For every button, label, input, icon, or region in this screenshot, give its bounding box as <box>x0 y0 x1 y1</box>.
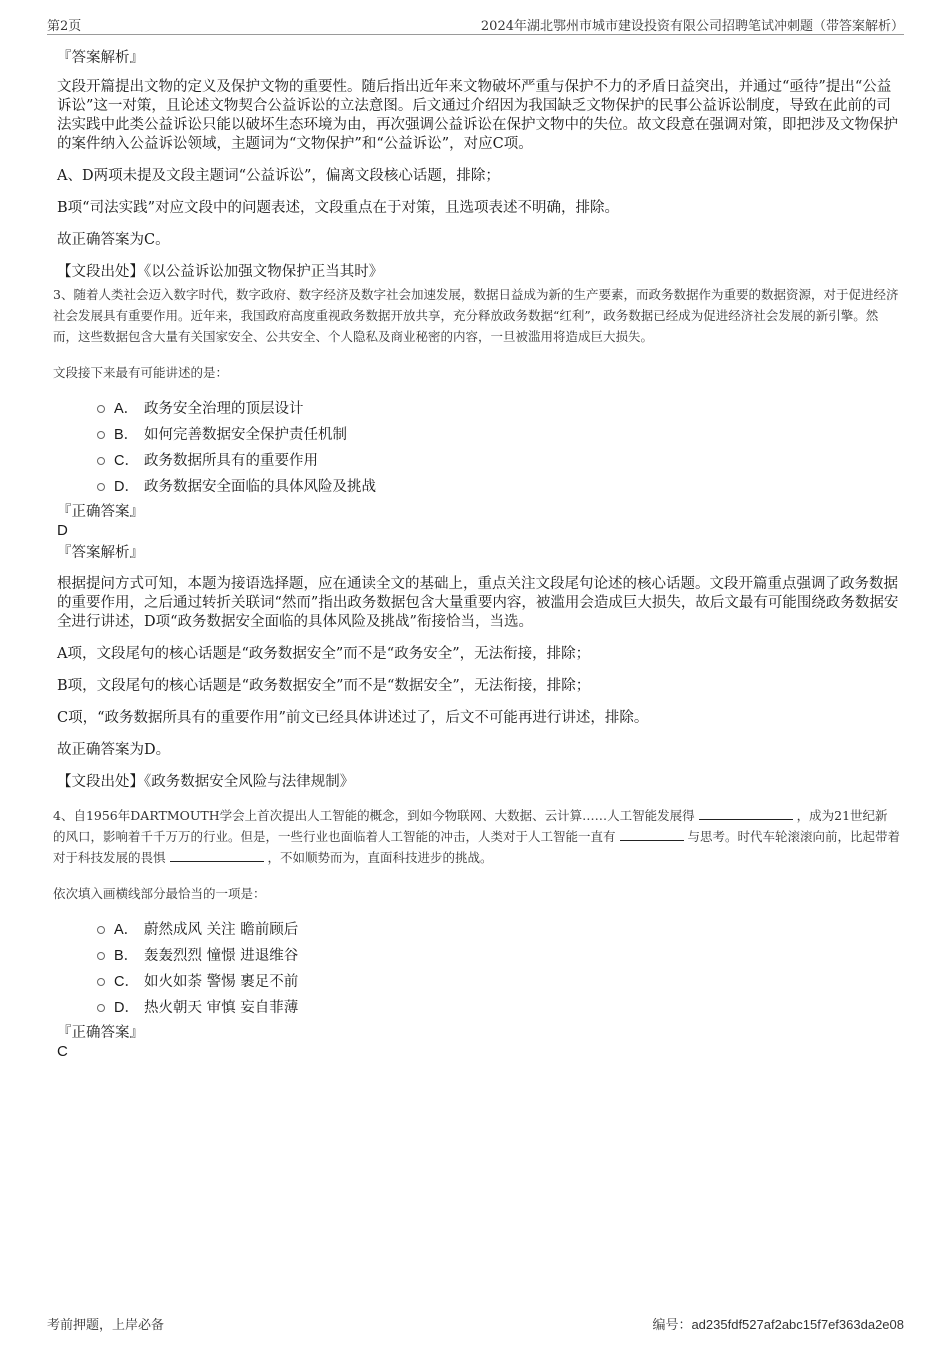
document-body <box>53 38 900 1061</box>
q3-analysis-label: 『答案解析』 <box>57 545 144 561</box>
q3-note-a: A项，文段尾句的核心话题是“政务数据安全”而不是“政务安全”，无法衔接，排除； <box>57 646 591 662</box>
q4-stem: 4、自1956年DARTMOUTH学会上首次提出人工智能的概念，到如今物联网、大数据、云计算……人工智能发展得 ，成为21世纪新的风口，影响着千千万万的行业。但是，一些行业也面临着人工智能的冲击，人类对于人工智能一直有 与思考。时代车轮滚滚向前，比起带着对于科技发展的畏惧 ，不如顺势而为，直面科技进步的挑战。 <box>53 808 900 865</box>
q3-source: 【文段出处】《政务数据安全风险与法律规制》 <box>57 774 355 790</box>
q4-option-d[interactable]: D． 热火朝天 审慎 妄自菲薄 <box>97 993 900 1019</box>
footer-slogan: 考前押题，上岸必备 <box>47 1318 165 1333</box>
radio-icon[interactable] <box>97 483 105 491</box>
radio-icon[interactable] <box>97 457 105 465</box>
fill-blank-3 <box>170 849 264 862</box>
q3-prompt: 文段接下来最有可能讲述的是： <box>53 365 229 380</box>
radio-icon[interactable] <box>97 405 105 413</box>
q3-stem: 3、随着人类社会迈入数字时代，数字政府、数字经济及数字社会加速发展，数据日益成为新的生产要素，而政务数据作为重要的数据资源，对于促进经济社会发展具有重要作用。近年来，我国政府高度重视政务数据开放共享，充分释放政务数据“红利”，政务数据已经成为促进经济社会发展的新引擎。然而，这些数据包含大量有关国家安全、公共安全、个人隐私及商业秘密的内容，一旦被滥用将造成巨大损失。 <box>53 287 899 344</box>
q2-conclusion: 故正确答案为C。 <box>57 232 170 248</box>
q3-conclusion: 故正确答案为D。 <box>57 742 171 758</box>
q3-option-a[interactable]: A． 政务安全治理的顶层设计 <box>97 394 900 420</box>
q3-option-b[interactable]: B． 如何完善数据安全保护责任机制 <box>97 420 900 446</box>
q3-option-c[interactable]: C． 政务数据所具有的重要作用 <box>97 446 900 472</box>
q3-options <box>97 394 900 498</box>
radio-icon[interactable] <box>97 952 105 960</box>
radio-icon[interactable] <box>97 431 105 439</box>
document-title: 2024年湖北鄂州市城市建设投资有限公司招聘笔试冲刺题（带答案解析） <box>480 19 904 34</box>
q4-option-c[interactable]: C． 如火如荼 警惕 裹足不前 <box>97 967 900 993</box>
q2-analysis: 文段开篇提出文物的定义及保护文物的重要性。随后指出近年来文物破坏严重与保护不力的矛盾日益突出，并通过“亟待”提出“公益诉讼”这一对策，且论述文物契合公益诉讼的立法意图。后文通过介绍因为我国缺乏文物保护的民事公益诉讼制度，导致在此前的司法实践中此类公益诉讼只能以破坏生态环境为由，再次强调公益诉讼在保护文物中的失位。故文段意在强调对策，即把涉及文物保护的案件纳入公益诉讼领域，主题词为“文物保护”和“公益诉讼”，对应C项。 <box>57 79 898 152</box>
q4-option-a[interactable]: A． 蔚然成风 关注 瞻前顾后 <box>97 915 900 941</box>
document-code: 编号：ad235fdf527af2abc15f7ef363da2e08 <box>652 1317 904 1333</box>
q4-option-b[interactable]: B． 轰轰烈烈 憧憬 进退维谷 <box>97 941 900 967</box>
q3-answer: D <box>57 522 68 539</box>
q4-prompt: 依次填入画横线部分最恰当的一项是： <box>53 886 266 901</box>
q3-note-c: C项，“政务数据所具有的重要作用”前文已经具体讲述过了，后文不可能再进行讲述，排除。 <box>57 710 649 726</box>
q2-note-b: B项“司法实践”对应文段中的问题表述，文段重点在于对策，且选项表述不明确，排除。 <box>57 200 619 216</box>
radio-icon[interactable] <box>97 978 105 986</box>
fill-blank-1 <box>699 807 793 820</box>
radio-icon[interactable] <box>97 926 105 934</box>
page-header <box>47 12 904 35</box>
q2-analysis-label: 『答案解析』 <box>57 50 144 66</box>
page-number: 第2页 <box>47 19 82 34</box>
q3-option-d[interactable]: D． 政务数据安全面临的具体风险及挑战 <box>97 472 900 498</box>
q3-answer-label: 『正确答案』 <box>57 504 144 520</box>
q3-analysis: 根据提问方式可知，本题为接语选择题，应在通读全文的基础上，重点关注文段尾句论述的核心话题。文段开篇重点强调了政务数据的重要作用，之后通过转折关联词“然而”指出政务数据包含大量重要内容，被滥用会造成巨大损失，故后文最有可能围绕政务数据安全进行讲述，D项“政务数据安全面临的具体风险及挑战”衔接恰当，当选。 <box>57 576 899 630</box>
fill-blank-2 <box>620 828 684 841</box>
q2-source: 【文段出处】《以公益诉讼加强文物保护正当其时》 <box>57 264 384 280</box>
q4-answer: C <box>57 1043 68 1060</box>
q4-answer-label: 『正确答案』 <box>57 1025 144 1041</box>
q2-note-ad: A、D两项未提及文段主题词“公益诉讼”，偏离文段核心话题，排除； <box>57 168 500 184</box>
q4-options <box>97 915 900 1019</box>
radio-icon[interactable] <box>97 1004 105 1012</box>
q3-note-b: B项，文段尾句的核心话题是“政务数据安全”而不是“数据安全”，无法衔接，排除； <box>57 678 591 694</box>
